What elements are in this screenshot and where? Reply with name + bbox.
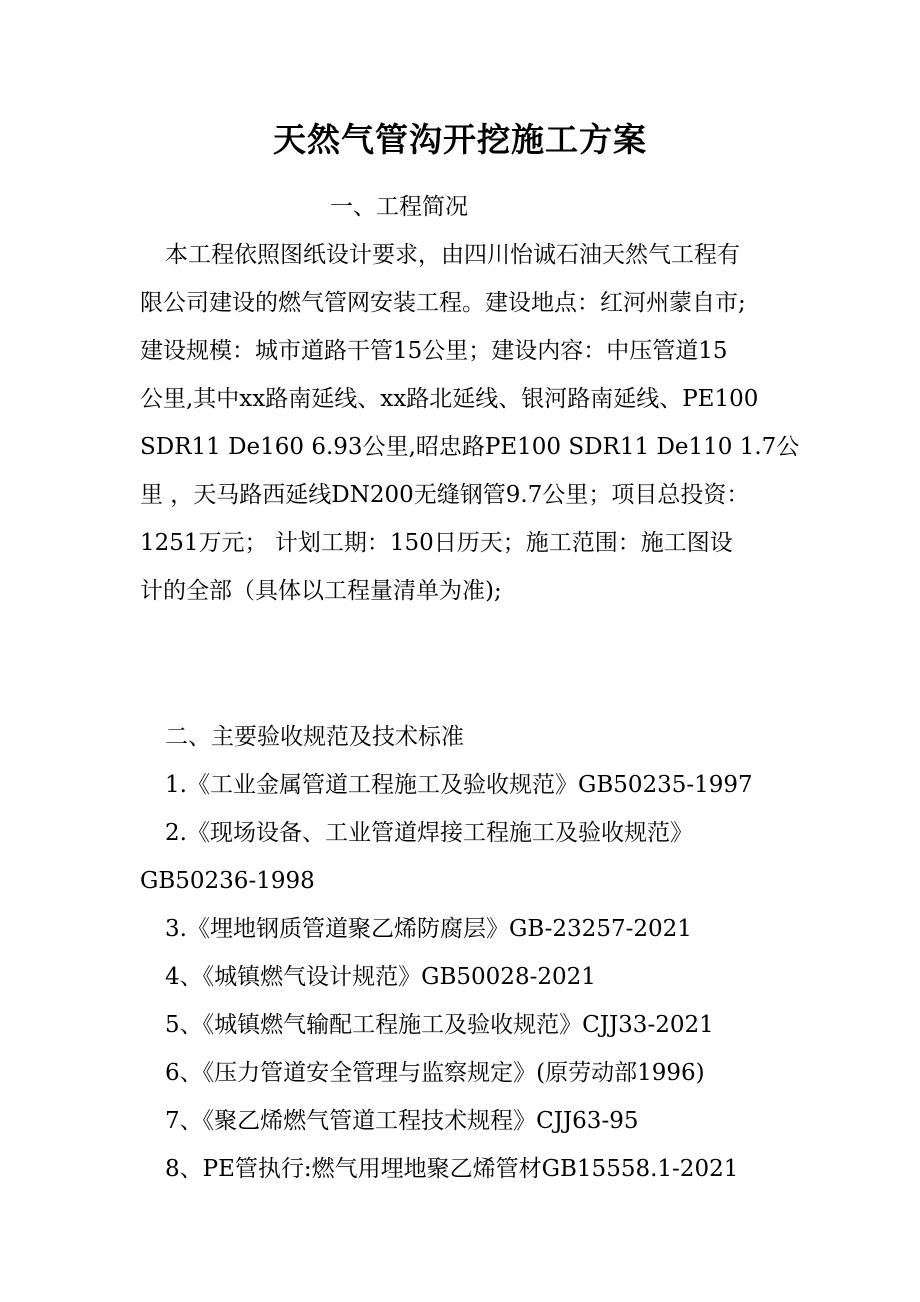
document-title: 天然气管沟开挖施工方案 — [273, 120, 647, 159]
overview-line-2: 限公司建设的燃气管网安装工程。建设地点：红河州蒙自市; — [140, 290, 746, 316]
standard-item-4: 4、《城镇燃气设计规范》GB50028-2021 — [165, 964, 596, 990]
section-heading-overview: 一、工程简况 — [330, 194, 468, 220]
standard-item-5: 5、《城镇燃气输配工程施工及验收规范》CJJ33-2021 — [165, 1012, 714, 1038]
standard-item-7: 7、《聚乙烯燃气管道工程技术规程》CJJ63-95 — [165, 1108, 639, 1134]
standard-item-2-code: GB50236-1998 — [140, 868, 315, 894]
overview-line-4: 公里,其中xx路南延线、xx路北延线、银河路南延线、PE100 — [140, 386, 759, 412]
overview-line-5: SDR11 De160 6.93公里,昭忠路PE100 SDR11 De110 1.7公 — [140, 434, 800, 460]
standard-item-8: 8、PE管执行:燃气用埋地聚乙烯管材GB15558.1-2021 — [165, 1156, 739, 1182]
overview-line-1: 本工程依照图纸设计要求，由四川怡诚石油天然气工程有 — [165, 242, 740, 268]
standard-item-1: 1.《工业金属管道工程施工及验收规范》GB50235-1997 — [165, 772, 753, 798]
standard-item-6: 6、《压力管道安全管理与监察规定》(原劳动部1996) — [165, 1060, 705, 1086]
section-heading-standards: 二、主要验收规范及技术标准 — [165, 724, 464, 750]
standard-item-3: 3.《埋地钢质管道聚乙烯防腐层》GB-23257-2021 — [165, 916, 692, 942]
overview-line-8: 计的全部（具体以工程量清单为准); — [140, 578, 502, 604]
overview-line-7: 1251万元； 计划工期：150日历天；施工范围：施工图设 — [140, 530, 733, 556]
standard-item-2: 2.《现场设备、工业管道焊接工程施工及验收规范》 — [165, 820, 693, 846]
overview-line-3: 建设规模：城市道路干管15公里；建设内容：中压管道15 — [140, 338, 728, 364]
overview-line-6: 里 ，天马路西延线DN200无缝钢管9.7公里；项目总投资： — [140, 482, 750, 508]
